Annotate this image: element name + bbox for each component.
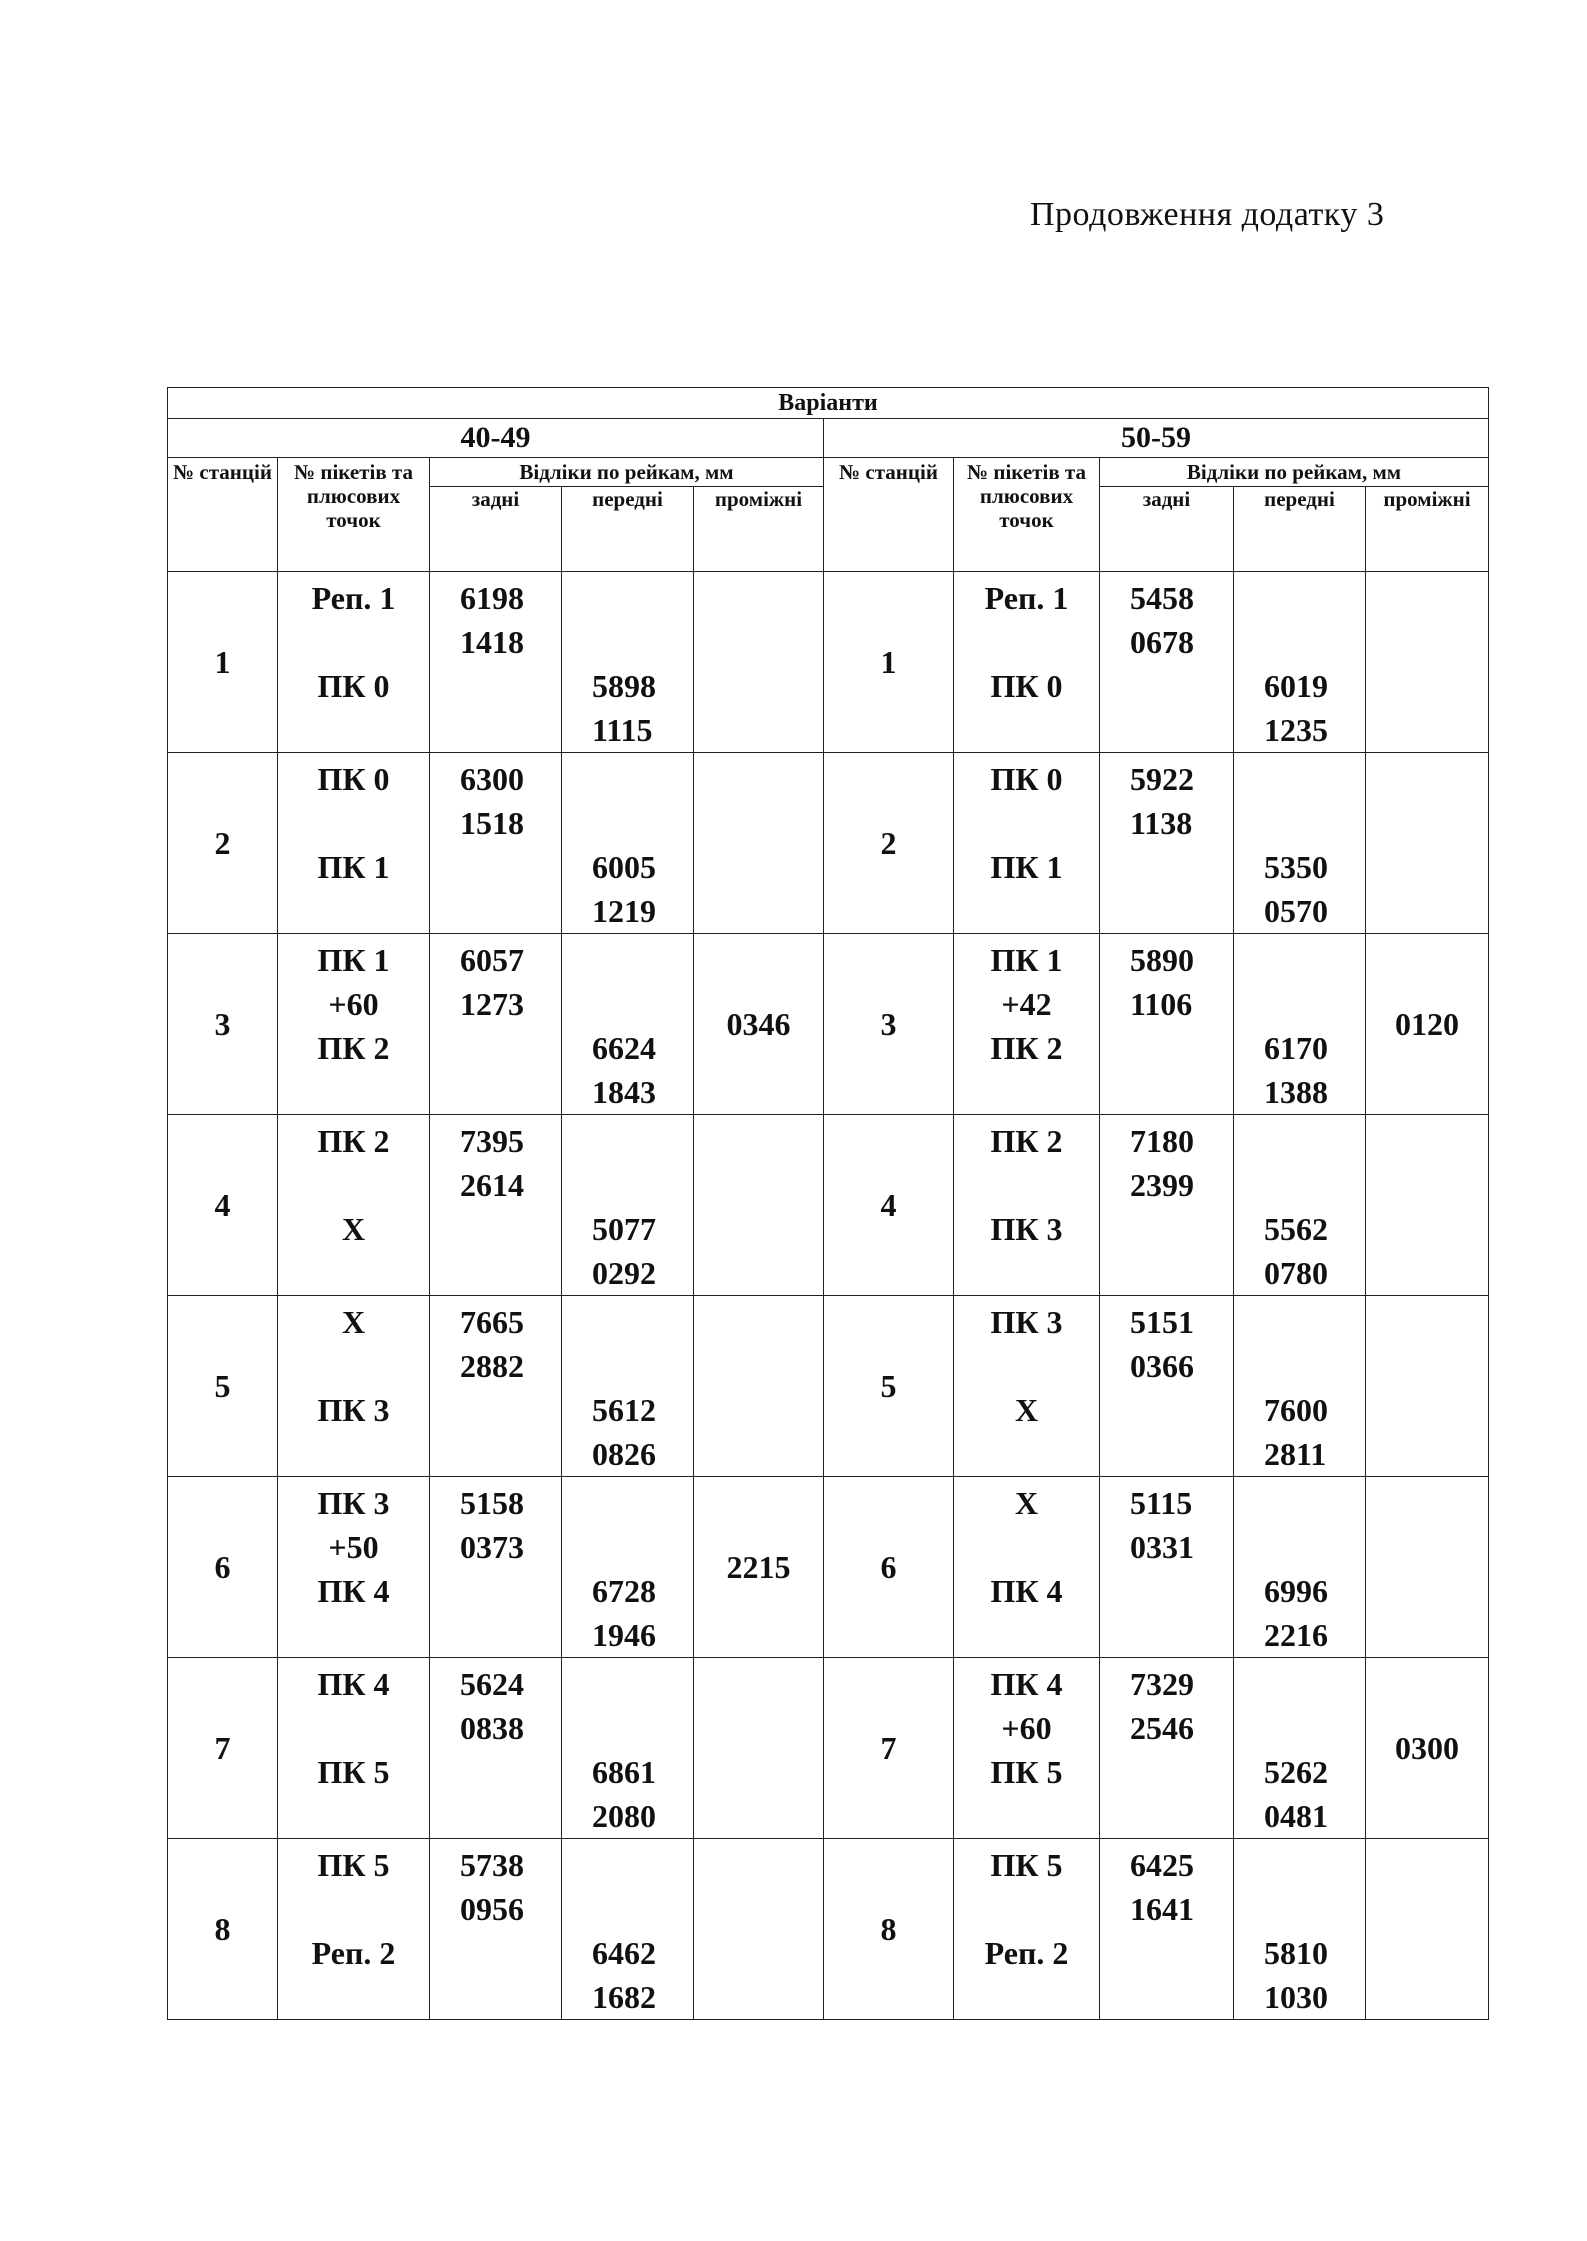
picket-label: ПК 2 — [990, 1030, 1063, 1066]
front-reading-black: 5898 — [592, 668, 656, 704]
back-reading-cell — [430, 1477, 562, 1658]
table-row — [168, 1296, 1489, 1477]
back-reading-red: 0678 — [1130, 624, 1194, 660]
back-reading-cell — [1100, 934, 1234, 1115]
back-reading-black: 5890 — [1130, 942, 1194, 978]
station-number: 1 — [824, 572, 954, 753]
station-number: 8 — [824, 1839, 954, 2020]
picket-label: ПК 2 — [990, 1123, 1063, 1159]
header-picket-points: № пікетів та плюсових точок — [954, 458, 1100, 572]
front-reading-black: 5562 — [1264, 1211, 1328, 1247]
variants-header: Варіанти — [168, 388, 1489, 419]
front-reading-cell — [1234, 1658, 1366, 1839]
back-reading-cell — [1100, 1839, 1234, 2020]
header-station-number: № станцій — [168, 458, 278, 572]
front-reading-black: 5077 — [592, 1211, 656, 1247]
picket-points-cell — [954, 1115, 1100, 1296]
back-reading-cell — [430, 1296, 562, 1477]
table-row — [168, 1115, 1489, 1296]
picket-points-cell — [954, 753, 1100, 934]
back-reading-cell — [1100, 1115, 1234, 1296]
station-number: 1 — [168, 572, 278, 753]
picket-label: Х — [341, 1211, 366, 1247]
front-reading-cell — [1234, 753, 1366, 934]
header-picket-points: № пікетів та плюсових точок — [278, 458, 430, 572]
intermediate-reading — [694, 1839, 824, 2020]
front-reading-cell — [562, 1115, 694, 1296]
back-reading-black: 6057 — [460, 942, 524, 978]
picket-label: ПК 1 — [317, 849, 390, 885]
back-reading-red: 2614 — [460, 1167, 524, 1203]
front-reading-black: 5612 — [592, 1392, 656, 1428]
back-reading-black: 6425 — [1130, 1847, 1194, 1883]
picket-label: ПК 0 — [990, 761, 1063, 797]
intermediate-reading — [694, 1115, 824, 1296]
picket-label: +42 — [1001, 986, 1052, 1022]
back-reading-black: 6198 — [460, 580, 524, 616]
picket-label: ПК 3 — [990, 1304, 1063, 1340]
front-reading-red: 1235 — [1264, 712, 1328, 748]
back-reading-black: 7665 — [460, 1304, 524, 1340]
intermediate-reading: 0346 — [694, 934, 824, 1115]
back-reading-black: 5151 — [1130, 1304, 1194, 1340]
back-reading-black: 5738 — [460, 1847, 524, 1883]
front-reading-cell — [1234, 1115, 1366, 1296]
picket-points-cell — [954, 934, 1100, 1115]
table-row — [168, 1477, 1489, 1658]
picket-label: Х — [1014, 1485, 1039, 1521]
station-number: 5 — [824, 1296, 954, 1477]
picket-label: ПК 1 — [317, 942, 390, 978]
front-reading-cell — [562, 1477, 694, 1658]
front-reading-red: 1219 — [592, 893, 656, 929]
back-reading-cell — [1100, 753, 1234, 934]
front-reading-cell — [1234, 572, 1366, 753]
back-reading-red: 2546 — [1130, 1710, 1194, 1746]
front-reading-red: 0826 — [592, 1436, 656, 1472]
front-reading-red: 0292 — [592, 1255, 656, 1291]
picket-points-cell — [954, 1296, 1100, 1477]
picket-points-cell — [954, 572, 1100, 753]
front-reading-red: 1843 — [592, 1074, 656, 1110]
picket-points-cell — [278, 1296, 430, 1477]
intermediate-reading — [1366, 1296, 1489, 1477]
table-row — [168, 934, 1489, 1115]
picket-points-cell — [278, 1658, 430, 1839]
picket-points-cell — [278, 1477, 430, 1658]
picket-label: ПК 3 — [990, 1211, 1063, 1247]
picket-points-cell — [278, 1839, 430, 2020]
back-reading-black: 7329 — [1130, 1666, 1194, 1702]
back-reading-cell — [1100, 1477, 1234, 1658]
picket-label: ПК 5 — [990, 1847, 1063, 1883]
picket-label: Х — [341, 1304, 366, 1340]
front-reading-cell — [1234, 1296, 1366, 1477]
picket-label: Реп. 1 — [311, 580, 396, 616]
intermediate-reading — [1366, 1115, 1489, 1296]
back-reading-black: 5624 — [460, 1666, 524, 1702]
picket-points-cell — [278, 572, 430, 753]
picket-points-cell — [954, 1658, 1100, 1839]
station-number: 6 — [168, 1477, 278, 1658]
front-reading-red: 0570 — [1264, 893, 1328, 929]
header-front-readings: передні — [562, 487, 694, 572]
front-reading-black: 6624 — [592, 1030, 656, 1066]
front-reading-black: 6462 — [592, 1935, 656, 1971]
back-reading-cell — [1100, 1296, 1234, 1477]
front-reading-red: 1388 — [1264, 1074, 1328, 1110]
picket-label: ПК 1 — [990, 942, 1063, 978]
intermediate-reading — [694, 1658, 824, 1839]
picket-label: Реп. 2 — [984, 1935, 1069, 1971]
front-reading-cell — [1234, 934, 1366, 1115]
back-reading-red: 0373 — [460, 1529, 524, 1565]
intermediate-reading: 2215 — [694, 1477, 824, 1658]
picket-label: ПК 0 — [317, 668, 390, 704]
picket-label: ПК 4 — [317, 1573, 390, 1609]
front-reading-red: 2811 — [1264, 1436, 1327, 1472]
front-reading-cell — [1234, 1477, 1366, 1658]
header-intermediate-readings: проміжні — [694, 487, 824, 572]
intermediate-reading — [694, 753, 824, 934]
back-reading-cell — [430, 1115, 562, 1296]
station-number: 7 — [824, 1658, 954, 1839]
station-number: 8 — [168, 1839, 278, 2020]
header-station-number: № станцій — [824, 458, 954, 572]
station-number: 3 — [168, 934, 278, 1115]
picket-label: Реп. 1 — [984, 580, 1069, 616]
picket-label: +60 — [1001, 1710, 1052, 1746]
station-number: 6 — [824, 1477, 954, 1658]
front-reading-black: 6019 — [1264, 668, 1328, 704]
picket-label: ПК 3 — [317, 1392, 390, 1428]
picket-label: ПК 0 — [317, 761, 390, 797]
back-reading-red: 1106 — [1130, 986, 1193, 1022]
back-reading-black: 7180 — [1130, 1123, 1194, 1159]
picket-label: ПК 5 — [990, 1754, 1063, 1790]
station-number: 3 — [824, 934, 954, 1115]
back-reading-black: 5458 — [1130, 580, 1194, 616]
back-reading-black: 5922 — [1130, 761, 1194, 797]
back-reading-red: 2399 — [1130, 1167, 1194, 1203]
back-reading-red: 0838 — [460, 1710, 524, 1746]
intermediate-reading: 0300 — [1366, 1658, 1489, 1839]
front-reading-red: 2080 — [592, 1798, 656, 1834]
station-number: 4 — [168, 1115, 278, 1296]
table-row — [168, 1839, 1489, 2020]
front-reading-black: 5810 — [1264, 1935, 1328, 1971]
table-row — [168, 572, 1489, 753]
front-reading-cell — [562, 1296, 694, 1477]
front-reading-cell — [1234, 1839, 1366, 2020]
front-reading-red: 1115 — [592, 712, 653, 748]
picket-label: ПК 2 — [317, 1030, 390, 1066]
front-reading-black: 6005 — [592, 849, 656, 885]
picket-points-cell — [278, 934, 430, 1115]
back-reading-red: 1518 — [460, 805, 524, 841]
table-row — [168, 1658, 1489, 1839]
back-reading-cell — [1100, 572, 1234, 753]
back-reading-red: 0956 — [460, 1891, 524, 1927]
header-staff-readings: Відліки по рейкам, мм — [430, 458, 824, 487]
station-number: 2 — [168, 753, 278, 934]
back-reading-black: 5115 — [1130, 1485, 1193, 1521]
station-number: 5 — [168, 1296, 278, 1477]
intermediate-reading — [1366, 753, 1489, 934]
picket-label: ПК 2 — [317, 1123, 390, 1159]
front-reading-black: 5350 — [1264, 849, 1328, 885]
picket-label: ПК 4 — [990, 1573, 1063, 1609]
picket-label: ПК 1 — [990, 849, 1063, 885]
picket-points-cell — [954, 1839, 1100, 2020]
front-reading-black: 6728 — [592, 1573, 656, 1609]
back-reading-red: 2882 — [460, 1348, 524, 1384]
back-reading-black: 6300 — [460, 761, 524, 797]
picket-label: +50 — [328, 1529, 379, 1565]
back-reading-red: 1641 — [1130, 1891, 1194, 1927]
intermediate-reading — [1366, 572, 1489, 753]
front-reading-red: 0481 — [1264, 1798, 1328, 1834]
back-reading-red: 0331 — [1130, 1529, 1194, 1565]
intermediate-reading — [1366, 1477, 1489, 1658]
front-reading-cell — [562, 1658, 694, 1839]
picket-label: ПК 3 — [317, 1485, 390, 1521]
picket-label: Х — [1014, 1392, 1039, 1428]
front-reading-cell — [562, 753, 694, 934]
header-back-readings: задні — [1100, 487, 1234, 572]
back-reading-cell — [430, 1839, 562, 2020]
picket-points-cell — [278, 1115, 430, 1296]
picket-label: ПК 5 — [317, 1754, 390, 1790]
intermediate-reading: 0120 — [1366, 934, 1489, 1115]
front-reading-red: 1682 — [592, 1979, 656, 2015]
header-intermediate-readings: проміжні — [1366, 487, 1489, 572]
front-reading-red: 1030 — [1264, 1979, 1328, 2015]
picket-label: +60 — [328, 986, 379, 1022]
back-reading-red: 1273 — [460, 986, 524, 1022]
back-reading-red: 0366 — [1130, 1348, 1194, 1384]
back-reading-cell — [430, 572, 562, 753]
intermediate-reading — [694, 572, 824, 753]
front-reading-cell — [562, 572, 694, 753]
picket-points-cell — [278, 753, 430, 934]
front-reading-black: 5262 — [1264, 1754, 1328, 1790]
front-reading-black: 6861 — [592, 1754, 656, 1790]
intermediate-reading — [1366, 1839, 1489, 2020]
picket-label: ПК 4 — [990, 1666, 1063, 1702]
station-number: 7 — [168, 1658, 278, 1839]
back-reading-black: 7395 — [460, 1123, 524, 1159]
header-staff-readings: Відліки по рейкам, мм — [1100, 458, 1489, 487]
station-number: 2 — [824, 753, 954, 934]
variant-range-right: 50-59 — [824, 419, 1489, 458]
picket-label: ПК 4 — [317, 1666, 390, 1702]
front-reading-black: 7600 — [1264, 1392, 1328, 1428]
front-reading-black: 6996 — [1264, 1573, 1328, 1609]
back-reading-cell — [430, 753, 562, 934]
front-reading-cell — [562, 934, 694, 1115]
leveling-table — [167, 387, 1489, 2020]
picket-label: Реп. 2 — [311, 1935, 396, 1971]
front-reading-red: 1946 — [592, 1617, 656, 1653]
intermediate-reading — [694, 1296, 824, 1477]
picket-points-cell — [954, 1477, 1100, 1658]
document-title: Продовження додатку 3 — [1030, 196, 1385, 233]
back-reading-black: 5158 — [460, 1485, 524, 1521]
station-number: 4 — [824, 1115, 954, 1296]
back-reading-cell — [430, 934, 562, 1115]
table-row — [168, 753, 1489, 934]
back-reading-cell — [1100, 1658, 1234, 1839]
back-reading-red: 1138 — [1130, 805, 1193, 841]
front-reading-black: 6170 — [1264, 1030, 1328, 1066]
back-reading-red: 1418 — [460, 624, 524, 660]
front-reading-cell — [562, 1839, 694, 2020]
header-front-readings: передні — [1234, 487, 1366, 572]
header-back-readings: задні — [430, 487, 562, 572]
back-reading-cell — [430, 1658, 562, 1839]
picket-label: ПК 0 — [990, 668, 1063, 704]
variant-range-left: 40-49 — [168, 419, 824, 458]
picket-label: ПК 5 — [317, 1847, 390, 1883]
front-reading-red: 2216 — [1264, 1617, 1328, 1653]
front-reading-red: 0780 — [1264, 1255, 1328, 1291]
